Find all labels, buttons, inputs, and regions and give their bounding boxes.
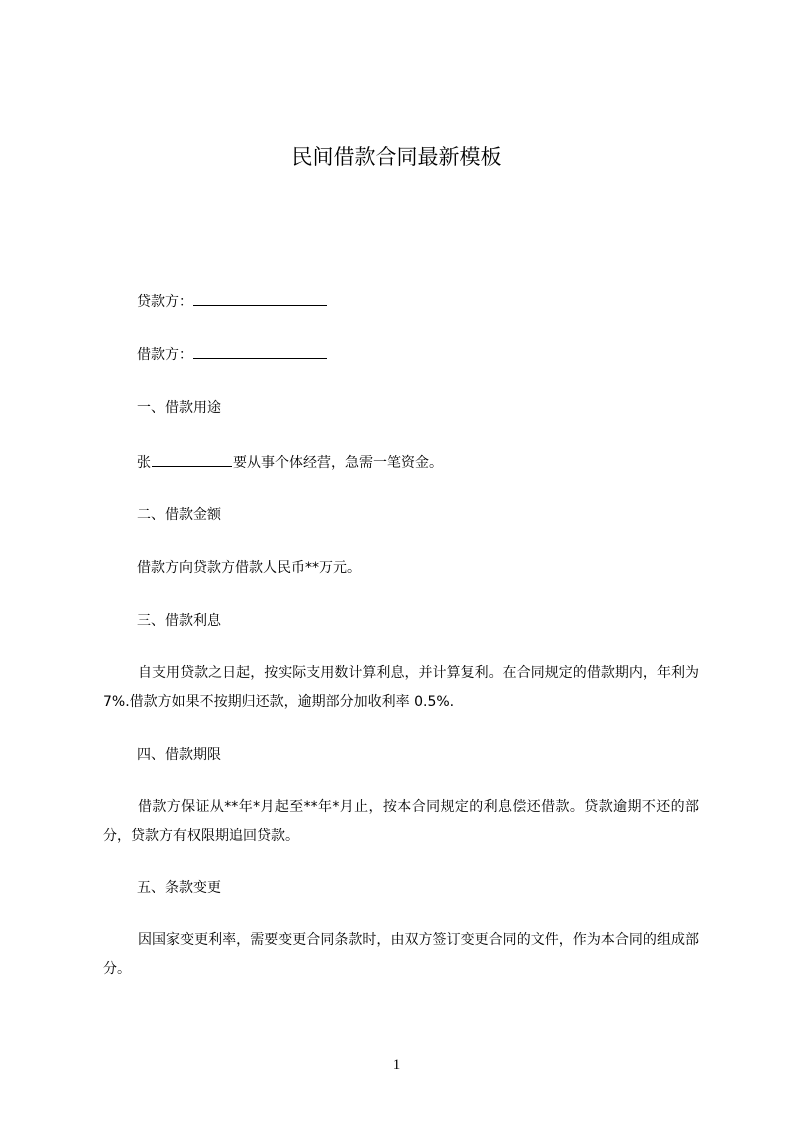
page-number: 1 [392,1057,401,1073]
purpose-body-prefix: 张 [137,455,151,471]
section-heading-amendment: 五、条款变更 [137,880,221,896]
borrower-label: 借款方： [137,347,193,363]
section-body-amendment: 因国家变更利率，需要变更合同条款时，由双方签订变更合同的文件，作为本合同的组成部分。 [103,932,699,977]
lender-label: 贷款方： [137,294,193,310]
borrower-blank [193,344,327,359]
section-body-term: 借款方保证从**年*月起至**年*月止，按本合同规定的利息偿还借款。贷款逾期不还的部分，贷款方有权限期追回贷款。 [103,799,699,844]
lender-blank [193,291,327,306]
lender-line [137,291,327,312]
document-title: 民间借款合同最新模板 [291,145,502,169]
section-heading-term: 四、借款期限 [137,747,221,763]
purpose-body-suffix: 要从事个体经营，急需一笔资金。 [233,455,443,471]
section-body-amount: 借款方向贷款方借款人民币**万元。 [137,560,361,576]
borrower-name-blank [152,452,232,467]
section-body-interest: 自支用贷款之日起，按实际支用数计算利息，并计算复利。在合同规定的借款期内，年利为 7%.借款方如果不按期归还款，逾期部分加收利率 0.5%. [103,665,699,710]
section-body-purpose [137,452,443,473]
section-heading-purpose: 一、借款用途 [137,400,221,416]
section-heading-amount: 二、借款金额 [137,507,221,523]
borrower-line [137,344,327,365]
section-heading-interest: 三、借款利息 [137,613,221,629]
